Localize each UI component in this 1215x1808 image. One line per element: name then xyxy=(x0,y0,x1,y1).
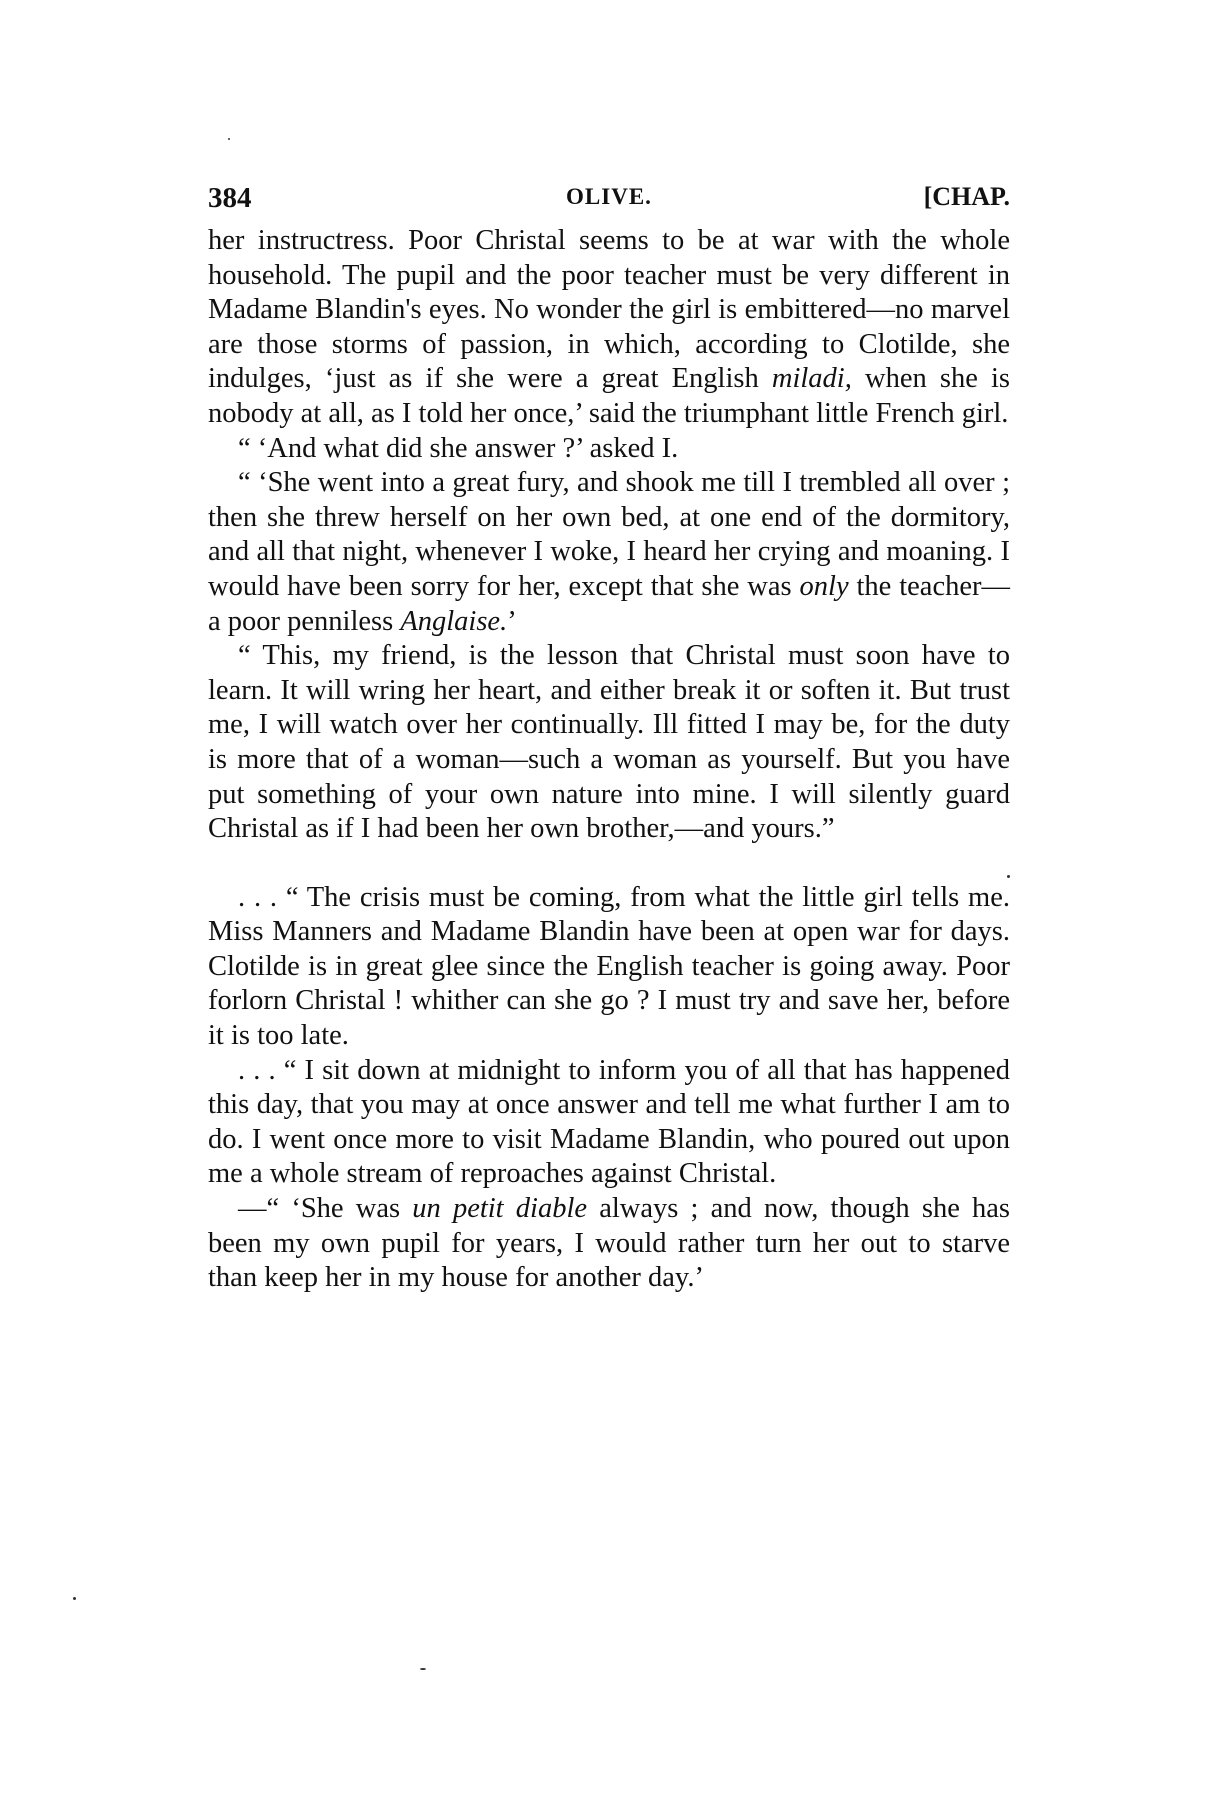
text-run: —“ ‘She was xyxy=(238,1193,413,1225)
section-break xyxy=(208,847,1010,881)
text-run: the teacher—a poor penniless xyxy=(208,570,1010,637)
scan-speck xyxy=(73,1597,76,1600)
italic-text: un petit diable xyxy=(412,1193,588,1225)
italic-text: miladi, xyxy=(771,363,852,395)
text-run: ’ xyxy=(507,605,517,637)
text-run: her instructress. Poor Christal seems to be at war with the whole household. The pupil and the poor teacher must be very different in Madame Blandin's eyes. No wonder the girl is embittered—no marvel are those storms of passion, in which, according to Clotilde, she indulges, ‘just as if she were a great English xyxy=(208,225,1010,395)
chapter-marker: [CHAP. xyxy=(923,182,1010,211)
text-run: . . . “ I sit down at midnight to inform you of all that has happened this day, that you may at once answer and tell me what further I am to do. I went once more to visit Madame Blandin, who poured out upon me a whole stream of reproaches against Christal. xyxy=(208,1054,1010,1190)
paragraph xyxy=(208,432,1010,467)
scan-speck xyxy=(228,138,230,140)
text-run: always ; and now, though she has been my own pupil for years, I would rather turn her out to starve than keep her in my house for another day.’ xyxy=(208,1193,1011,1294)
paragraph xyxy=(208,1192,1010,1296)
paragraph xyxy=(208,639,1010,847)
text-run: when she is nobody at all, as I told her once,’ said the triumphant little French girl. xyxy=(208,363,1011,429)
paragraph xyxy=(208,466,1010,639)
scan-speck xyxy=(1007,875,1010,878)
text-run: “ This, my friend, is the lesson that Christal must soon have to learn. It will wring her heart, and either break it or soften it. But trust me, I will watch over her continually. Ill fitted I may be, for the duty is more that of a woman—such a woman as yourself. But you have put something of your own nature into mine. I will silently guard Christal as if I had been her own brother,—and yours.” xyxy=(208,640,1010,845)
paragraph xyxy=(208,224,1010,432)
text-run: “ ‘She went into a great fury, and shook me till I trembled all over ; then she threw herself on her own bed, at one end of the dormitory, and all that night, whenever I woke, I heard her crying and moaning. I would have been sorry for her, except that she was xyxy=(208,467,1010,602)
paragraph xyxy=(208,1054,1010,1192)
text-run: . . . “ The crisis must be coming, from what the little girl tells me. Miss Manners and Madame Blandin have been at open war for days. Clotilde is in great glee since the English teacher is going away. Poor forlorn Christal ! whither can she go ? I must try and save her, before it is too late. xyxy=(208,881,1010,1052)
paragraph xyxy=(208,881,1010,1054)
italic-text: Anglaise. xyxy=(400,605,508,637)
italic-text: only xyxy=(799,570,849,602)
page-number: 384 xyxy=(208,182,252,214)
body-text xyxy=(208,224,1010,1296)
book-page xyxy=(208,182,1010,1296)
scan-speck xyxy=(420,1668,426,1670)
book-title: OLIVE. xyxy=(566,184,652,209)
running-head xyxy=(208,182,1010,224)
text-run: “ ‘And what did she answer ?’ asked I. xyxy=(238,432,679,464)
